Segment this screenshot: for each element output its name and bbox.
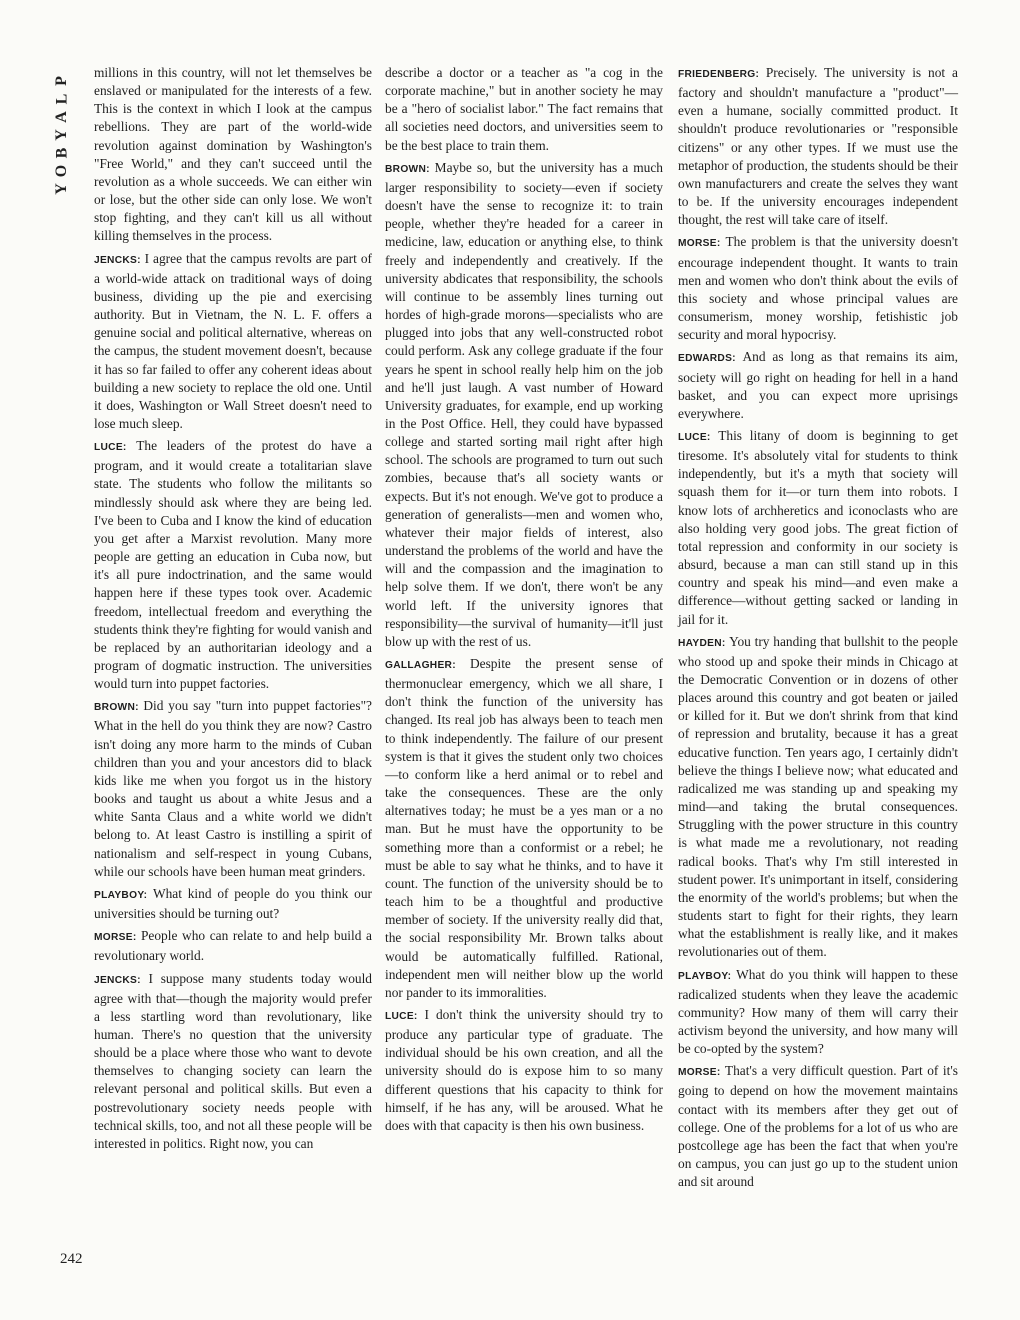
title-letter: B bbox=[52, 147, 70, 159]
title-letter: O bbox=[52, 164, 70, 178]
speaker-name: PLAYBOY: bbox=[678, 970, 732, 982]
speaker-name: GALLAGHER: bbox=[385, 660, 456, 671]
paragraph-text: You try handing that bullshit to the people who stood up and spoke their minds in Chicago at the Democratic Convention or in dozens of other places around this country and got beaten or jailed or killed for it. But we don't shrink from that kind of repression and brutality, because it has a great educative function. Ten years ago, I certainly didn't believe the things I believe now; what educated and radicalized me was standing up and speaking my mind—and taking the brutal consequences. Struggling with the power structure in this country is what made me a revolutionary, not reading radical books. That's why I'm still interested in student power. It's unimportant in itself, considering the enormity of the world's problems; but when the students start to fight for their rights, they learn what the establishment is really like, and it makes revolutionaries out of them. bbox=[678, 633, 958, 960]
speaker-name: HAYDEN: bbox=[678, 637, 726, 649]
interview-paragraph bbox=[385, 159, 663, 651]
speaker-name: LUCE: bbox=[94, 442, 127, 454]
speaker-name: MORSE: bbox=[678, 1067, 721, 1079]
title-letter: P bbox=[53, 76, 70, 86]
speaker-name: MORSE: bbox=[678, 238, 721, 250]
interview-paragraph bbox=[94, 437, 372, 693]
paragraph-text: People who can relate to and help build a revolutionary world. bbox=[94, 928, 372, 964]
title-letter: L bbox=[52, 93, 70, 105]
paragraph-text: I agree that the campus revolts are part of a world-wide attack on traditional ways of doing business, dividing up the pie and exercising authority. But in Vietnam, the N. L. F. offers a genuine social and political alternative, whereas on the campus, the student movement doesn't, because it has so far failed to offer any coherent ideas about building a new society to replace the old one. Until it does, Washington or Wall Street doesn't need to lose much sleep. bbox=[94, 250, 372, 431]
interview-paragraph bbox=[678, 633, 958, 962]
speaker-name: LUCE: bbox=[385, 1010, 418, 1022]
paragraph-text: I suppose many students today would agree with that—though the majority would prefer a less startling word than revolutionary, like human. There's no question that the university should be a place where those who want to devote themselves to changing society can learn the relevant personal and political skills. But even a postrevolutionary society needs people with technical skills, too, and not all these people will be interested in politics. Right now, you can bbox=[94, 970, 372, 1151]
speaker-name: JENCKS: bbox=[94, 254, 141, 266]
speaker-name: LUCE: bbox=[678, 431, 711, 443]
speaker-name: PLAYBOY: bbox=[94, 889, 148, 901]
interview-paragraph bbox=[94, 927, 372, 965]
interview-paragraph bbox=[678, 966, 958, 1059]
paragraph-text: describe a doctor or a teacher as "a cog in the corporate machine," but in another society he may be a "hero of socialist labor." The fact remains that all societies need doctors, and universities seem to be the best place to train them. bbox=[385, 65, 663, 153]
paragraph-text: The leaders of the protest do have a program, and it would create a totalitarian slave state. The students who follow the militants so mindlessly should ask where they are being led. I've been to Cuba and I know the kind of education you get after a Marxist revolution. Many more people are getting an education in Cuba now, but it's all pure indoctrination, and the same would happen here if these types took over. Academic freedom, intellectual freedom and everything the students think they're fighting for would vanish and be replaced by an authoritarian ideology and a program of dogmatic instruction. The universities would turn into puppet factories. bbox=[94, 438, 372, 692]
interview-paragraph bbox=[678, 64, 958, 229]
paragraph-text: That's a very difficult question. Part of it's going to depend on how the movement maintains contact with its members after they get out of college. One of the problems for a lot of us who are postcollege age has been the fact that when you're on campus, you can just go up to the student union and sit around bbox=[678, 1063, 958, 1190]
paragraph-text: And as long as that remains its aim, society will go right on heading for hell in a hand basket, and you can expect more uprisings everywhere. bbox=[678, 349, 958, 421]
interview-paragraph bbox=[678, 233, 958, 344]
interview-paragraph bbox=[385, 655, 663, 1002]
column-3 bbox=[678, 64, 958, 1195]
interview-paragraph bbox=[94, 64, 372, 246]
speaker-name: FRIEDENBERG: bbox=[678, 69, 760, 80]
speaker-name: MORSE: bbox=[94, 932, 137, 944]
column-1 bbox=[94, 64, 372, 1157]
title-letter: Y bbox=[53, 183, 70, 195]
paragraph-text: The problem is that the university doesn't encourage independent thought. It wants to train men and women who don't think about the evils of this society and whose principal values are consumerism, money worship, fetishistic job security and moral hypocrisy. bbox=[678, 234, 958, 343]
magazine-title-vertical bbox=[52, 72, 72, 198]
speaker-name: BROWN: bbox=[94, 702, 139, 714]
speaker-name: BROWN: bbox=[385, 163, 430, 175]
interview-paragraph bbox=[94, 970, 372, 1154]
interview-paragraph bbox=[94, 250, 372, 434]
interview-paragraph bbox=[94, 885, 372, 923]
title-letter: Y bbox=[53, 129, 70, 141]
paragraph-text: Maybe so, but the university has a much larger responsibility to society—even if society doesn't have the sense to recognize it: to train people, whether they're headed for a career in medicine, law, education or anything else, to think freely and independently and creatively. If the university abdicates that responsibility, the schools will continue to be assembly lines turning out hordes of high-grade morons—specialists who are plugged into jobs that any well-constructed robot could perform. Ask any college graduate if the four years he spent in school really help him on the job and he'll just laugh. A vast number of Howard University graduates, for example, end up working in the Post Office. Hell, they could have bypassed college and started sorting mail right after high school. The schools are programed to turn out such zombies, because that's all society wants or expects. But it's not enough. We've got to produce a generation of generalists—men and women who, whatever their major fields of interest, also understand the problems of the world and have the will and the compassion and the imagination to help solve them. If we don't, there won't be any world left. If the university ignores that responsibility—the survival of humanity—it'll just blow up with the rest of us. bbox=[385, 159, 663, 649]
column-2 bbox=[385, 64, 663, 1139]
interview-paragraph bbox=[678, 1062, 958, 1191]
speaker-name: JENCKS: bbox=[94, 974, 141, 986]
paragraph-text: millions in this country, will not let themselves be enslaved or manipulated for the interests of a few. This is the context in which I look at the campus rebellions. They are part of the world-wide revolution against domination by Washington's "Free World," and they can't succeed until the revolution as a whole succeeds. We can either win or lose, but the other side can only lose. We won't stop fighting, and they can't kill us all without killing themselves in the process. bbox=[94, 65, 372, 244]
speaker-name: EDWARDS: bbox=[678, 353, 736, 365]
paragraph-text: Precisely. The university is not a factory and shouldn't manufacture a "product"—even a humane, socially committed product. It shouldn't produce revolutionaries or "responsible citizens" or any other types. If we must use the metaphor of production, the students should be their own manufacturers and create the selves they want to be. If the university encourages independent thought, the rest will take care of itself. bbox=[678, 65, 958, 228]
interview-paragraph bbox=[678, 348, 958, 423]
paragraph-text: Despite the present sense of thermonuclear emergency, which we all share, I don't think the function of the university has changed. Its real job has always been to teach men to think independently. The failure of our present system is that it gives the student only two choices—to conform like a herd animal or to rebel and take the consequences. These are the only alternatives today; he must be a yes man or a no man. But he must have the opportunity to be something more than a conformist or a rebel; he must be able to say what he thinks, and to have it count. The function of the university should be to teach him to be a thoughtful and productive member of society. If the university really did that, the social responsibility Mr. Brown talks about would be automatically fulfilled. Rational, independent men will neither blow up the world nor pander to its immoralities. bbox=[385, 656, 663, 1000]
interview-paragraph bbox=[385, 1006, 663, 1135]
interview-paragraph bbox=[94, 697, 372, 881]
paragraph-text: Did you say "turn into puppet factories"? What in the hell do you think they are now? Castro isn't doing any more harm to the minds of Cuban children than you and your ancestors did to black kids like me when you forgot us in the history books and taught us about a white Jesus and a white Santa Claus and a white world we didn't belong to. At least Castro is instilling a spirit of nationalism and self-respect in young Cubans, while our schools have been human meat grinders. bbox=[94, 698, 372, 879]
interview-paragraph bbox=[678, 427, 958, 629]
interview-paragraph bbox=[385, 64, 663, 155]
paragraph-text: This litany of doom is beginning to get tiresome. It's absolutely vital for students to think independently, but it's a myth that society will squash them for it—or turn them into robots. I know lots of archheretics and iconoclasts who are also holding very good jobs. The great fiction of total repression and conformity in our society is absurd, because a man can still stand up in this country and speak his mind—and even make a difference—without getting sacked or landing in jail for it. bbox=[678, 427, 958, 627]
paragraph-text: What do you think will happen to these radicalized students when they leave the academic community? How many of them will carry their activism beyond the university, and how many will be co-opted by the system? bbox=[678, 966, 958, 1057]
paragraph-text: What kind of people do you think our universities should be turning out? bbox=[94, 885, 372, 922]
title-letter: A bbox=[53, 111, 70, 123]
paragraph-text: I don't think the university should try to produce any particular type of graduate. The individual should be his own creation, and all the university should do is expose him to so many different questions that his capacity to think for himself, if he has any, will be aroused. What he does with that capacity is then his own business. bbox=[385, 1006, 663, 1133]
page-number: 242 bbox=[60, 1251, 83, 1267]
